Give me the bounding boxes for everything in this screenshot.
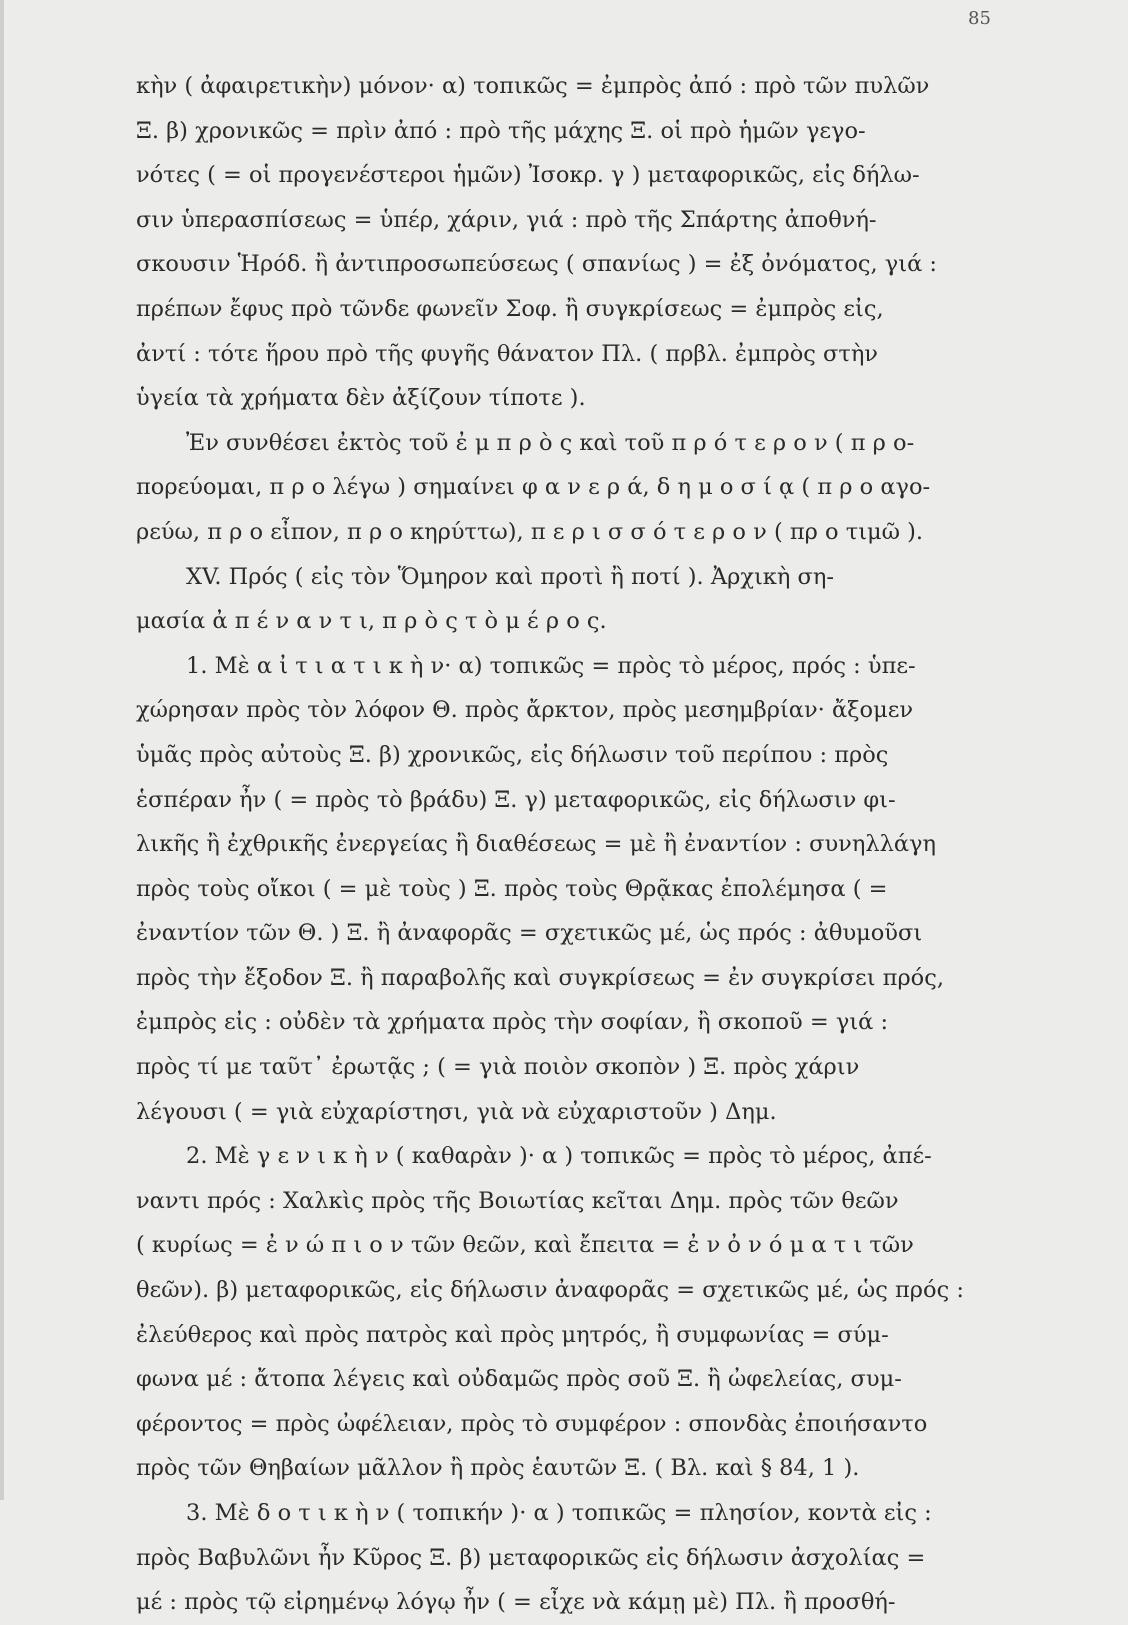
text-line: κὴν ( ἀφαιρετικὴν) μόνον· α) τοπικῶς = ἐμπρὸς ἀπό : πρὸ τῶν πυλῶν [136,73,930,99]
text-line: 2. Μὲ γ ε ν ι κ ὴ ν ( καθαρὰν )· α ) τοπικῶς = πρὸς τὸ μέρος, ἀπέ- [186,1143,932,1170]
text-line: πρὸς τοὺς οἴκοι ( = μὲ τοὺς ) Ξ. πρὸς τοὺς Θρᾷκας ἐπολέμησα ( = [136,875,888,902]
body-text [136,64,1012,1625]
text-line: πορεύομαι, π ρ ο λέγω ) σημαίνει φ α ν ε ρ ά, δ η μ ο σ ί ᾳ ( π ρ ο αγο- [136,474,931,501]
section-heading: XV. Πρός ( εἰς τὸν Ὅμηρον καὶ προτὶ ἢ ποτί ). Ἀρχικὴ ση- [186,563,834,590]
text-line: πρὸς τί με ταῦτ᾽ ἐρωτᾷς ; ( = γιὰ ποιὸν σκοπὸν ) Ξ. πρὸς χάριν [136,1054,860,1081]
text-line: σιν ὑπερασπίσεως = ὑπέρ, χάριν, γιά : πρὸ τῆς Σπάρτης ἀποθνή- [136,206,877,233]
text-line: πρὸς τὴν ἔξοδον Ξ. ἢ παραβολῆς καὶ συγκρίσεως = ἐν συγκρίσει πρός, [136,964,944,991]
text-line: θεῶν). β) μεταφορικῶς, εἰς δήλωσιν ἀναφορᾶς = σχετικῶς μέ, ὡς πρός : [136,1277,964,1304]
text-line: ρεύω, π ρ ο εἶπον, π ρ ο κηρύττω), π ε ρ ι σ σ ό τ ε ρ ο ν ( πρ ο τιμῶ ). [136,518,924,545]
text-line: λικῆς ἢ ἐχθρικῆς ἐνεργείας ἢ διαθέσεως = μὲ ἢ ἐναντίον : συνηλλάγη [136,831,936,858]
text-line: ἑσπέραν ἦν ( = πρὸς τὸ βράδυ) Ξ. γ) μεταφορικῶς, εἰς δήλωσιν φι- [136,786,896,813]
text-line: φέροντος = πρὸς ὠφέλειαν, πρὸς τὸ συμφέρον : σπονδὰς ἐποιήσαντο [136,1410,928,1437]
text-line: ὑμᾶς πρὸς αὐτοὺς Ξ. β) χρονικῶς, εἰς δήλωσιν τοῦ περίπου : πρὸς [136,741,889,768]
page-number: 85 [968,8,991,29]
text-line: ὑγεία τὰ χρήματα δὲν ἀξίζουν τίποτε ). [136,385,586,412]
text-line: πρέπων ἔφυς πρὸ τῶνδε φωνεῖν Σοφ. ἢ συγκρίσεως = ἐμπρὸς εἰς, [136,295,884,322]
text-line: πρὸς τῶν Θηβαίων μᾶλλον ἢ πρὸς ἑαυτῶν Ξ. ( Βλ. καὶ § 84, 1 ). [136,1455,860,1482]
text-line: ( κυρίως = ἐ ν ώ π ι ο ν τῶν θεῶν, καὶ ἔπειτα = ἐ ν ὀ ν ό μ α τ ι τῶν [136,1232,914,1259]
text-line: νότες ( = οἱ προγενέστεροι ἡμῶν) Ἰσοκρ. γ ) μεταφορικῶς, εἰς δήλω- [136,162,920,189]
text-line: 3. Μὲ δ ο τ ι κ ὴ ν ( τοπικήν )· α ) τοπικῶς = πλησίον, κοντὰ εἰς : [186,1500,932,1526]
text-line: μέ : πρὸς τῷ εἰρημένῳ λόγῳ ἦν ( = εἶχε νὰ κάμῃ μὲ) Πλ. ἢ προσθή- [136,1589,896,1616]
text-line: 1. Μὲ α ἰ τ ι α τ ι κ ὴ ν· α) τοπικῶς = πρὸς τὸ μέρος, πρός : ὑπε- [186,652,916,679]
text-line: μασία ἀ π έ ν α ν τ ι, π ρ ὸ ς τ ὸ μ έ ρ ο ς. [136,608,607,635]
text-line: ἐλεύθερος καὶ πρὸς πατρὸς καὶ πρὸς μητρός, ἢ συμφωνίας = σύμ- [136,1321,889,1348]
text-line: ἐμπρὸς εἰς : οὐδὲν τὰ χρήματα πρὸς τὴν σοφίαν, ἢ σκοποῦ = γιά : [136,1009,889,1036]
text-line: ἐναντίον τῶν Θ. ) Ξ. ἢ ἀναφορᾶς = σχετικῶς μέ, ὡς πρός : ἀθυμοῦσι [136,920,923,947]
text-line: ναντι πρός : Χαλκὶς πρὸς τῆς Βοιωτίας κεῖται Δημ. πρὸς τῶν θεῶν [136,1187,899,1214]
text-line: σκουσιν Ἡρόδ. ἢ ἀντιπροσωπεύσεως ( σπανίως ) = ἐξ ὀνόματος, γιά : [136,251,937,278]
text-line: χώρησαν πρὸς τὸν λόφον Θ. πρὸς ἄρκτον, πρὸς μεσημβρίαν· ἄξομεν [136,697,914,724]
text-line: λέγουσι ( = γιὰ εὐχαρίστησι, γιὰ νὰ εὐχαριστοῦν ) Δημ. [136,1098,777,1125]
text-line: ἀντί : τότε ἥρου πρὸ τῆς φυγῆς θάνατον Πλ. ( πρβλ. ἐμπρὸς στὴν [136,340,878,367]
text-line: πρὸς Βαβυλῶνι ἦν Κῦρος Ξ. β) μεταφορικῶς εἰς δήλωσιν ἀσχολίας = [136,1544,926,1571]
text-line: Ξ. β) χρονικῶς = πρὶν ἀπό : πρὸ τῆς μάχης Ξ. οἱ πρὸ ἡμῶν γεγο- [136,117,866,144]
page-edge [0,0,4,1500]
text-line: φωνα μέ : ἄτοπα λέγεις καὶ οὐδαμῶς πρὸς σοῦ Ξ. ἢ ὠφελείας, συμ- [136,1366,902,1393]
text-line: Ἐν συνθέσει ἐκτὸς τοῦ ἐ μ π ρ ὸ ς καὶ τοῦ π ρ ό τ ε ρ ο ν ( π ρ ο- [186,429,915,456]
